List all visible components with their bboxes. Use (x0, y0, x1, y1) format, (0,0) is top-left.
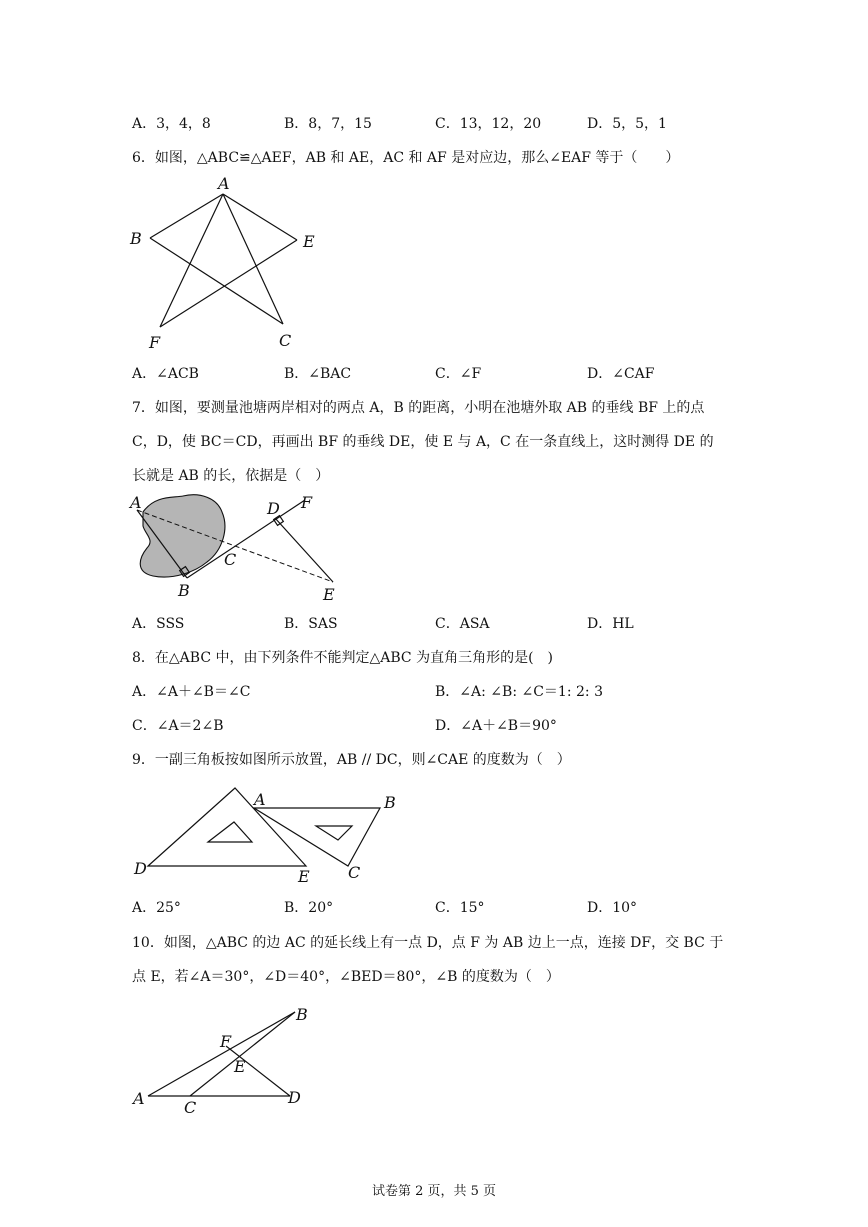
q10-stem-line-1: 10．如图，△ABC 的边 AC 的延长线上有一点 D，点 F 为 AB 边上一点，连接 DF，交 BC 于 (132, 935, 724, 951)
q6-label-e: E (303, 232, 315, 251)
q6-option-b: B．∠BAC (284, 366, 352, 382)
q9-label-c: C (348, 863, 361, 882)
q7-stem-line-3: 长就是 AB 的长，依据是（ ） (132, 468, 330, 484)
q8-option-d: D．∠A＋∠B＝90° (435, 718, 557, 734)
q6-stem: 6．如图，△ABC≌△AEF，AB 和 AE，AC 和 AF 是对应边，那么∠EAF 等于（ ） (132, 150, 680, 166)
q7-label-c: C (224, 550, 237, 569)
q6-star-figure (125, 172, 325, 352)
q9-set-square-figure (130, 778, 400, 888)
q6-label-b: B (130, 229, 142, 248)
q9-label-d: D (134, 859, 147, 878)
q10-label-d: D (288, 1088, 301, 1107)
q10-stem-line-2: 点 E，若∠A＝30°，∠D＝40°，∠BED＝80°，∠B 的度数为（ ） (132, 969, 560, 985)
q9-option-c: C．15° (435, 900, 485, 916)
q10-label-f: F (220, 1032, 232, 1051)
q7-stem-line-2: C，D，使 BC＝CD，再画出 BF 的垂线 DE，使 E 与 A，C 在一条直线上，这时测得 DE 的 (132, 434, 714, 450)
q9-option-d: D．10° (587, 900, 638, 916)
q7-label-f: F (301, 493, 313, 512)
q7-label-b: B (178, 581, 190, 600)
q7-label-d: D (267, 499, 280, 518)
q7-pond-shape (140, 495, 225, 577)
q9-label-b: B (384, 793, 396, 812)
q7-pond-figure (125, 490, 355, 605)
q6-option-d: D．∠CAF (587, 366, 655, 382)
q10-triangle-figure (130, 1000, 320, 1120)
q7-stem-line-1: 7．如图，要测量池塘两岸相对的两点 A，B 的距离，小明在池塘外取 AB 的垂线 BF 上的点 (132, 400, 705, 416)
q9-label-a: A (254, 790, 266, 809)
q5-option-b: B．8，7，15 (284, 116, 372, 132)
q5-option-a: A．3，4，8 (132, 116, 211, 132)
q7-label-a: A (130, 493, 142, 512)
q7-label-e: E (323, 585, 335, 604)
q6-label-a: A (218, 174, 230, 193)
q6-option-a: A．∠ACB (132, 366, 199, 382)
q9-label-e: E (298, 867, 310, 886)
q7-option-d: D．HL (587, 616, 634, 632)
q10-label-c: C (184, 1098, 197, 1117)
q8-option-a: A．∠A＋∠B＝∠C (132, 684, 251, 700)
q9-stem: 9．一副三角板按如图所示放置，AB // DC，则∠CAE 的度数为（ ） (132, 752, 571, 768)
q6-label-f: F (149, 333, 161, 352)
q8-stem: 8．在△ABC 中，由下列条件不能判定△ABC 为直角三角形的是( ) (132, 650, 554, 666)
q10-label-e: E (234, 1057, 246, 1076)
q8-option-b: B．∠A: ∠B: ∠C＝1: 2: 3 (435, 684, 603, 700)
q9-option-b: B．20° (284, 900, 334, 916)
q10-label-b: B (296, 1005, 308, 1024)
q5-option-c: C．13，12，20 (435, 116, 542, 132)
page-footer: 试卷第 2 页，共 5 页 (371, 1184, 497, 1199)
q7-option-a: A．SSS (132, 616, 185, 632)
q6-label-c: C (279, 331, 292, 350)
q5-option-d: D．5，5，1 (587, 116, 667, 132)
q9-option-a: A．25° (132, 900, 181, 916)
q10-label-a: A (133, 1089, 145, 1108)
q8-option-c: C．∠A＝2∠B (132, 718, 224, 734)
q6-option-c: C．∠F (435, 366, 482, 382)
q7-option-b: B．SAS (284, 616, 338, 632)
q7-option-c: C．ASA (435, 616, 490, 632)
